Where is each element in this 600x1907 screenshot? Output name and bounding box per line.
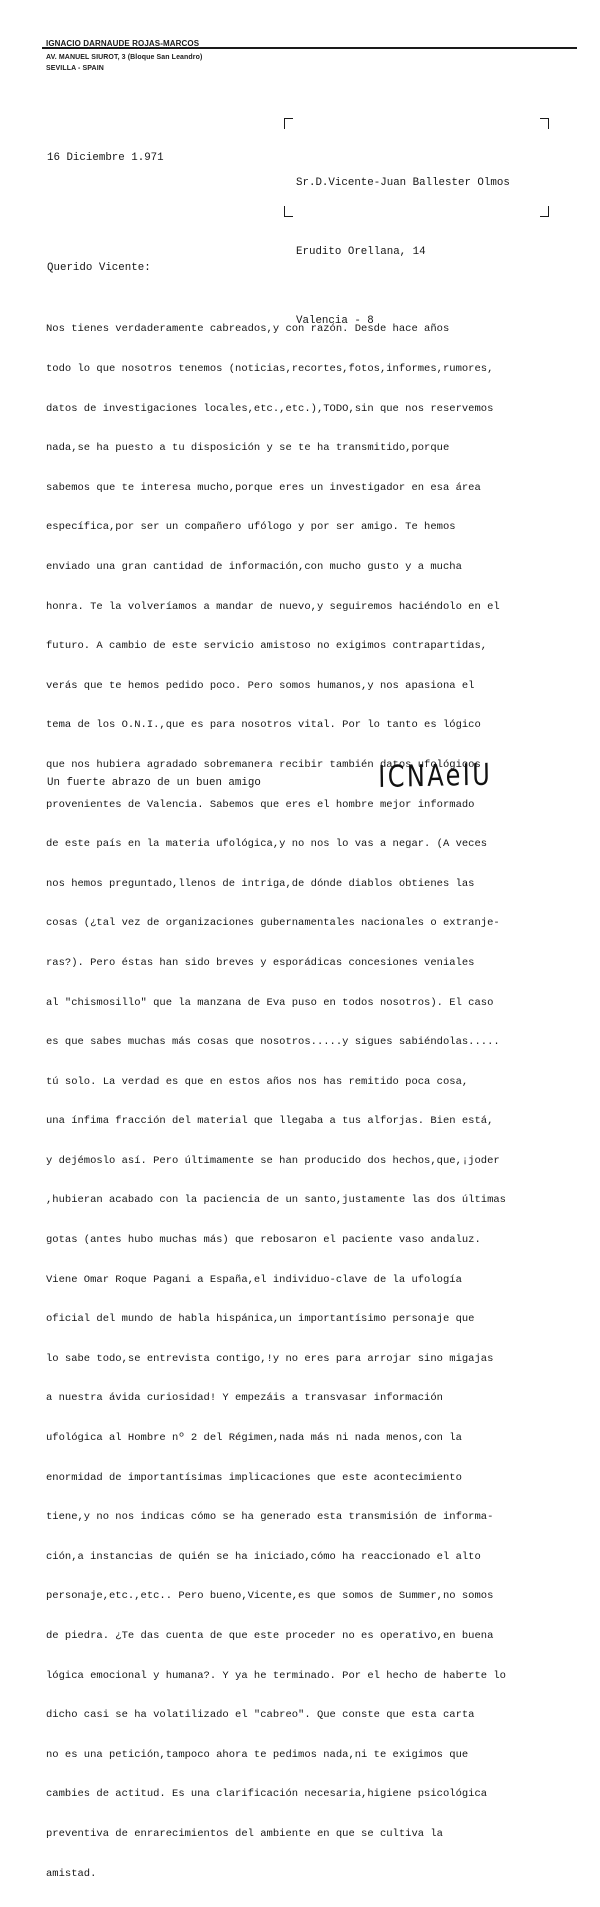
body-line: Viene Omar Roque Pagani a España,el individuo-clave de la ufología <box>46 1273 462 1286</box>
body-line: nada,se ha puesto a tu disposición y se te ha transmitido,porque <box>46 442 450 455</box>
recipient-name: Sr.D.Vicente-Juan Ballester Olmos <box>296 177 510 189</box>
body-line: cosas (¿tal vez de organizaciones gubernamentales nacionales o extranje- <box>46 917 500 930</box>
body-line: ,hubieran acabado con la paciencia de un santo,justamente las dos últimas <box>46 1194 506 1207</box>
letterhead-rule <box>42 47 577 49</box>
body-line: específica,por ser un compañero ufólogo y por ser amigo. Te hemos <box>46 521 456 534</box>
body-line: enormidad de importantísimas implicaciones que este acontecimiento <box>46 1471 462 1484</box>
body-line: Nos tienes verdaderamente cabreados,y con razón. Desde hace años <box>46 323 450 336</box>
body-line: tiene,y no nos indicas cómo se ha generado esta transmisión de informa- <box>46 1511 494 1524</box>
body-line: que nos hubiera agradado sobremanera recibir también datos ufológicos <box>46 758 481 771</box>
body-line: amistad. <box>46 1867 97 1880</box>
body-line: ras?). Pero éstas han sido breves y esporádicas concesiones veniales <box>46 956 475 969</box>
closing: Un fuerte abrazo de un buen amigo <box>47 777 261 789</box>
body-line: personaje,etc.,etc.. Pero bueno,Vicente,es que somos de Summer,no somos <box>46 1590 494 1603</box>
body-line: datos de investigaciones locales,etc.,etc.),TODO,sin que nos reservemos <box>46 402 494 415</box>
letterhead-name: IGNACIO DARNAUDE ROJAS-MARCOS <box>46 39 200 48</box>
recipient-city: Valencia - 8 <box>296 315 374 327</box>
letter-body <box>46 297 506 1907</box>
body-line: provenientes de Valencia. Sabemos que eres el hombre mejor informado <box>46 798 475 811</box>
body-line: sabemos que te interesa mucho,porque eres un investigador en esa área <box>46 481 481 494</box>
body-line: dicho casi se ha volatilizado el "cabreo". Que conste que esta carta <box>46 1709 475 1722</box>
body-line: de piedra. ¿Te das cuenta de que este proceder no es operativo,en buena <box>46 1630 494 1642</box>
body-line: tema de los O.N.I.,que es para nosotros vital. Por lo tanto es lógico <box>46 719 481 732</box>
body-line: gotas (antes hubo muchas más) que rebosaron el paciente vaso andaluz. <box>46 1234 481 1247</box>
body-line: verás que te hemos pedido poco. Pero somos humanos,y nos apasiona el <box>46 679 475 692</box>
address-window-corner <box>540 206 549 217</box>
recipient-street: Erudito Orellana, 14 <box>296 246 426 258</box>
body-line: futuro. A cambio de este servicio amistoso no exigimos contrapartidas, <box>46 640 488 653</box>
body-line: al "chismosillo" que la manzana de Eva puso en todos nosotros). El caso <box>46 996 494 1009</box>
body-line: preventiva de enrarecimientos del ambiente en que se cultiva la <box>46 1827 443 1840</box>
address-window-corner <box>284 206 293 217</box>
address-window-corner <box>284 118 293 129</box>
letterhead-address: AV. MANUEL SIUROT, 3 (Bloque San Leandro) <box>46 54 203 61</box>
body-line: lo sabe todo,se entrevista contigo,!y no eres para arrojar sino migajas <box>46 1352 494 1365</box>
body-line: lógica emocional y humana?. Y ya he terminado. Por el hecho de haberte lo <box>46 1669 506 1682</box>
handwritten-signature: ICNAeIU <box>378 757 493 795</box>
body-line: es que sabes muchas más cosas que nosotros.....y sigues sabiéndolas..... <box>46 1036 500 1049</box>
body-line: no es una petición,tampoco ahora te pedimos nada,ni te exigimos que <box>46 1748 469 1761</box>
address-window-corner <box>540 118 549 129</box>
body-line: y dejémoslo así. Pero últimamente se han producido dos hechos,que,¡joder <box>46 1154 500 1167</box>
body-line: a nuestra ávida curiosidad! Y empezáis a transvasar información <box>46 1392 443 1405</box>
body-line: tú solo. La verdad es que en estos años nos has remitido poca cosa, <box>46 1075 469 1088</box>
body-line: una ínfima fracción del material que llegaba a tus alforjas. Bien está, <box>46 1115 494 1128</box>
letterhead <box>46 38 202 74</box>
body-line: ufológica al Hombre nº 2 del Régimen,nada más ni nada menos,con la <box>46 1432 462 1445</box>
body-line: oficial del mundo de habla hispánica,un importantísimo personaje que <box>46 1313 475 1326</box>
body-line: todo lo que nosotros tenemos (noticias,recortes,fotos,informes,rumores, <box>46 363 494 375</box>
salutation: Querido Vicente: <box>47 262 151 274</box>
body-line: cambies de actitud. Es una clarificación necesaria,higiene psicológica <box>46 1788 488 1801</box>
letterhead-city: SEVILLA - SPAIN <box>46 65 104 72</box>
body-line: de este país en la materia ufológica,y no nos lo vas a negar. (A veces <box>46 838 488 851</box>
letter-date: 16 Diciembre 1.971 <box>47 152 164 164</box>
body-line: nos hemos preguntado,llenos de intriga,de dónde diablos obtienes las <box>46 877 475 890</box>
body-line: ción,a instancias de quién se ha iniciado,cómo ha reaccionado el alto <box>46 1550 481 1563</box>
body-line: honra. Te la volveríamos a mandar de nuevo,y seguiremos haciéndolo en el <box>46 600 500 613</box>
body-line: enviado una gran cantidad de información,con mucho gusto y a mucha <box>46 560 462 573</box>
